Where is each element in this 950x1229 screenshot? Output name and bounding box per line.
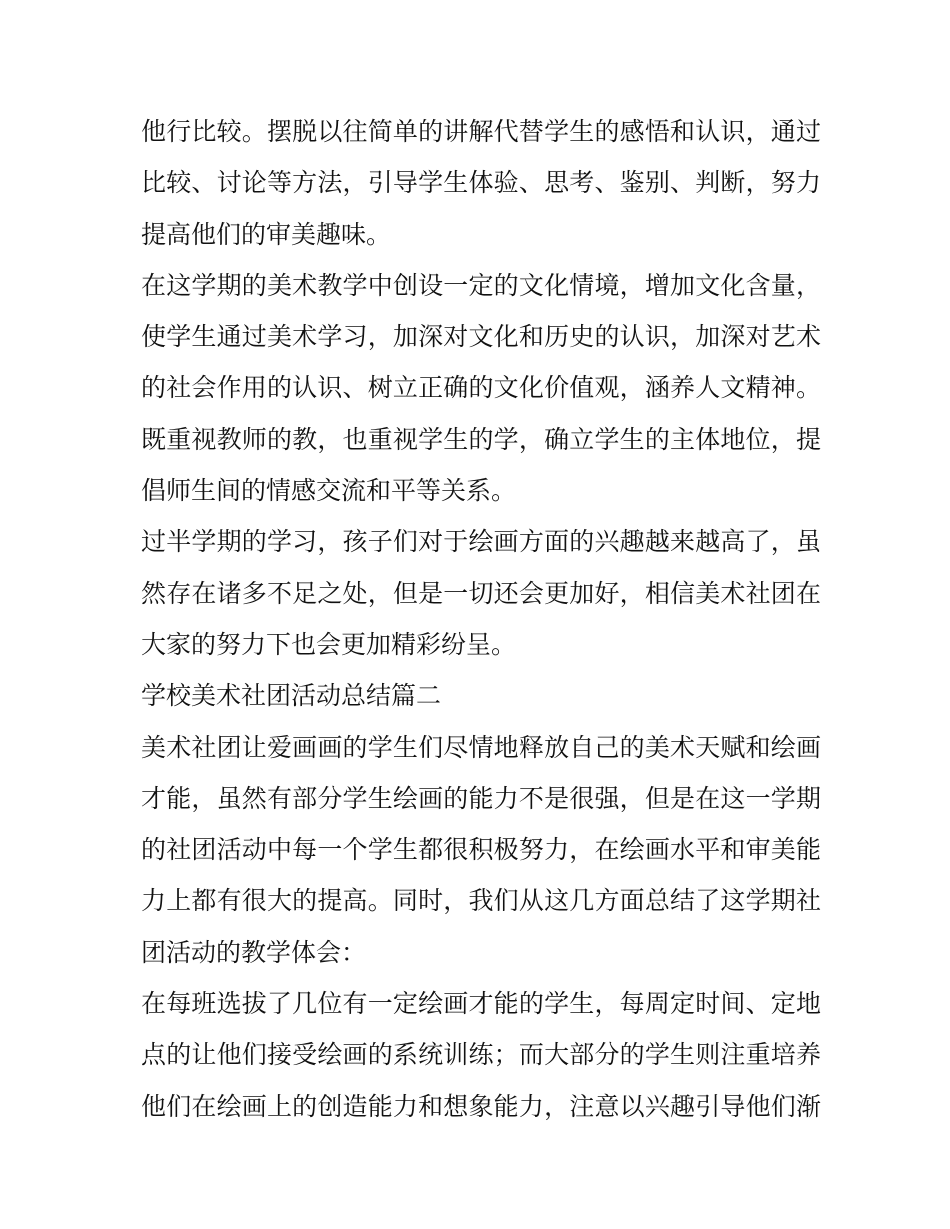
text-line: 团活动的教学体会： (141, 937, 367, 967)
text-line: 比较、讨论等方法，引导学生体验、思考、鉴别、判断，努力 (141, 168, 821, 198)
text-line: 倡师生间的情感交流和平等关系。 (141, 476, 517, 506)
text-line: 然存在诸多不足之处，但是一切还会更加好，相信美术社团在 (141, 578, 821, 608)
text-line: 他们在绘画上的创造能力和想象能力，注意以兴趣引导他们渐 (141, 1091, 821, 1121)
text-line: 过半学期的学习，孩子们对于绘画方面的兴趣越来越高了，虽 (141, 527, 821, 557)
text-line: 美术社团让爱画画的学生们尽情地释放自己的美术天赋和绘画 (141, 732, 821, 762)
body-text (141, 106, 821, 1132)
text-line: 大家的努力下也会更加精彩纷呈。 (141, 629, 517, 659)
text-line: 点的让他们接受绘画的系统训练；而大部分的学生则注重培养 (141, 1040, 821, 1070)
text-line: 既重视教师的教，也重视学生的学，确立学生的主体地位，提 (141, 424, 821, 454)
section-heading: 学校美术社团活动总结篇二 (141, 681, 442, 711)
text-line: 使学生通过美术学习，加深对文化和历史的认识，加深对艺术 (141, 322, 821, 352)
text-line: 的社会作用的认识、树立正确的文化价值观，涵养人文精神。 (141, 373, 821, 403)
text-line: 他行比较。摆脱以往简单的讲解代替学生的感悟和认识，通过 (141, 117, 821, 146)
text-line: 才能，虽然有部分学生绘画的能力不是很强，但是在这一学期 (141, 783, 821, 813)
text-line: 在这学期的美术教学中创设一定的文化情境，增加文化含量， (141, 270, 821, 300)
text-line: 在每班选拔了几位有一定绘画才能的学生，每周定时间、定地 (141, 989, 821, 1019)
text-line: 提高他们的审美趣味。 (141, 219, 392, 249)
text-line: 力上都有很大的提高。同时，我们从这几方面总结了这学期社 (141, 886, 821, 916)
text-line: 的社团活动中每一个学生都很积极努力，在绘画水平和审美能 (141, 835, 821, 865)
